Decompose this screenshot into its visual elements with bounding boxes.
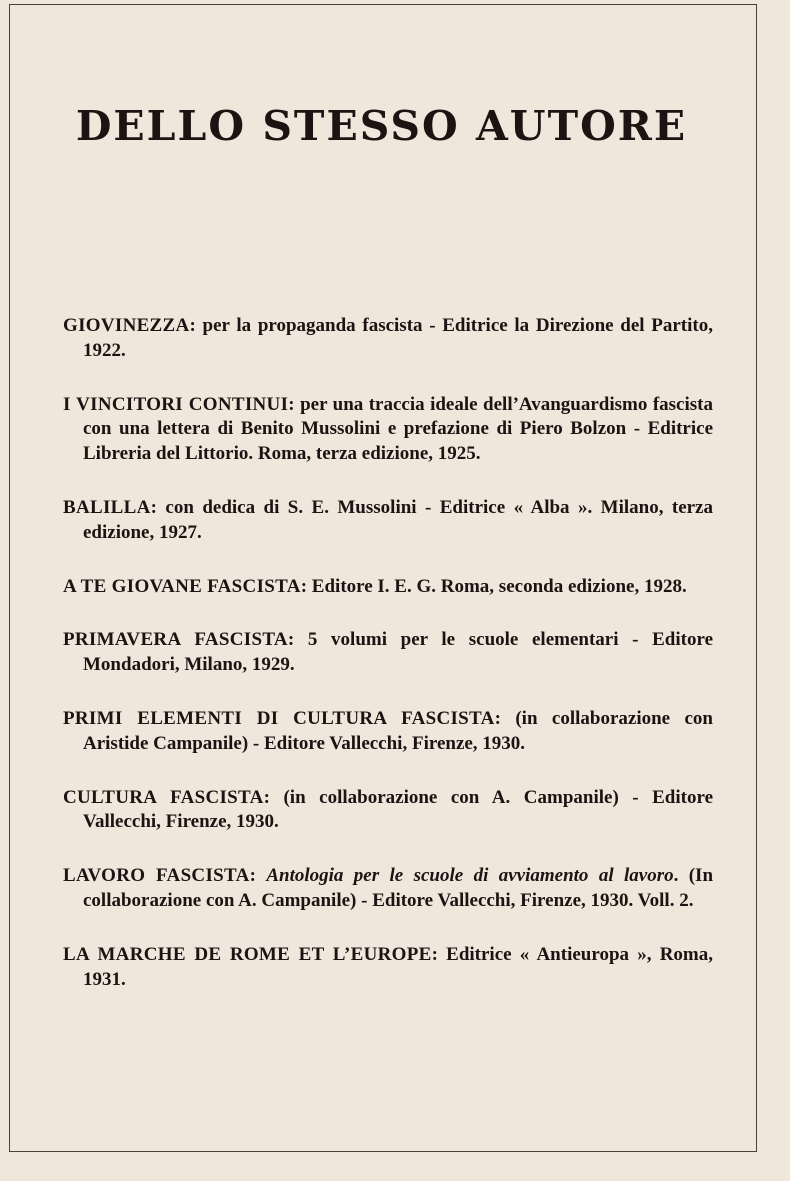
- page-heading: DELLO STESSO AUTORE: [75, 102, 688, 150]
- entry-title: PRIMI ELEMENTI DI CULTURA FASCISTA: [63, 707, 495, 729]
- entry-details: : con dedica di S. E. Mussolini - Editrice « Alba ». Milano, terza edizione, 1927.: [83, 496, 713, 543]
- entry-title: I VINCITORI CONTINUI: [63, 393, 289, 415]
- entry-title: LA MARCHE DE ROME ET L’EUROPE: [63, 943, 432, 965]
- bibliography-entry: [63, 864, 713, 914]
- entry-title: GIOVINEZZA: [63, 315, 190, 336]
- entry-details: : (in collaborazione con Aristide Campanile) - Editore Vallecchi, Firenze, 1930.: [83, 707, 714, 754]
- entry-title: PRIMAVERA FASCISTA: [63, 629, 288, 651]
- bibliography-entry: [63, 628, 713, 678]
- entry-details: : per una traccia ideale dell’Avanguardismo fascista con una lettera di Benito Mussolini e prefazione di Piero Bolzon - Editrice Libreria del Littorio. Roma, terza edizione, 1925.: [83, 393, 713, 465]
- entry-details: : per la propaganda fascista - Editrice la Direzione del Partito, 1922.: [83, 315, 713, 361]
- bibliography-entry: [63, 393, 713, 467]
- entry-separator: :: [249, 865, 267, 887]
- entry-title: BALILLA: [63, 496, 151, 518]
- bibliography-entry: [63, 575, 713, 600]
- entry-title: A TE GIOVANE FASCISTA: [63, 575, 301, 597]
- entry-details: : Editore I. E. G. Roma, seconda edizione, 1928.: [300, 575, 687, 597]
- entry-details: . (In collaborazione con A. Campanile) - Editore Vallecchi, Firenze, 1930. Voll. 2.: [83, 865, 714, 911]
- entry-details: : 5 volumi per le scuole elementari - Editore Mondadori, Milano, 1929.: [83, 629, 713, 676]
- bibliography-entry: [63, 707, 713, 757]
- entry-details: : Editrice « Antieuropa », Roma, 1931.: [83, 943, 713, 990]
- bibliography-list: [63, 314, 713, 1021]
- bibliography-entry: [63, 314, 713, 364]
- bibliography-entry: [63, 786, 713, 836]
- bibliography-entry: [63, 496, 713, 546]
- bibliography-entry: [63, 943, 713, 993]
- entry-title: CULTURA FASCISTA: [63, 786, 264, 808]
- entry-details: : (in collaborazione con A. Campanile) - Editore Vallecchi, Firenze, 1930.: [83, 786, 714, 833]
- entry-title: LAVORO FASCISTA: [63, 865, 250, 887]
- entry-subtitle: Antologia per le scuole di avviamento al lavoro: [266, 865, 674, 887]
